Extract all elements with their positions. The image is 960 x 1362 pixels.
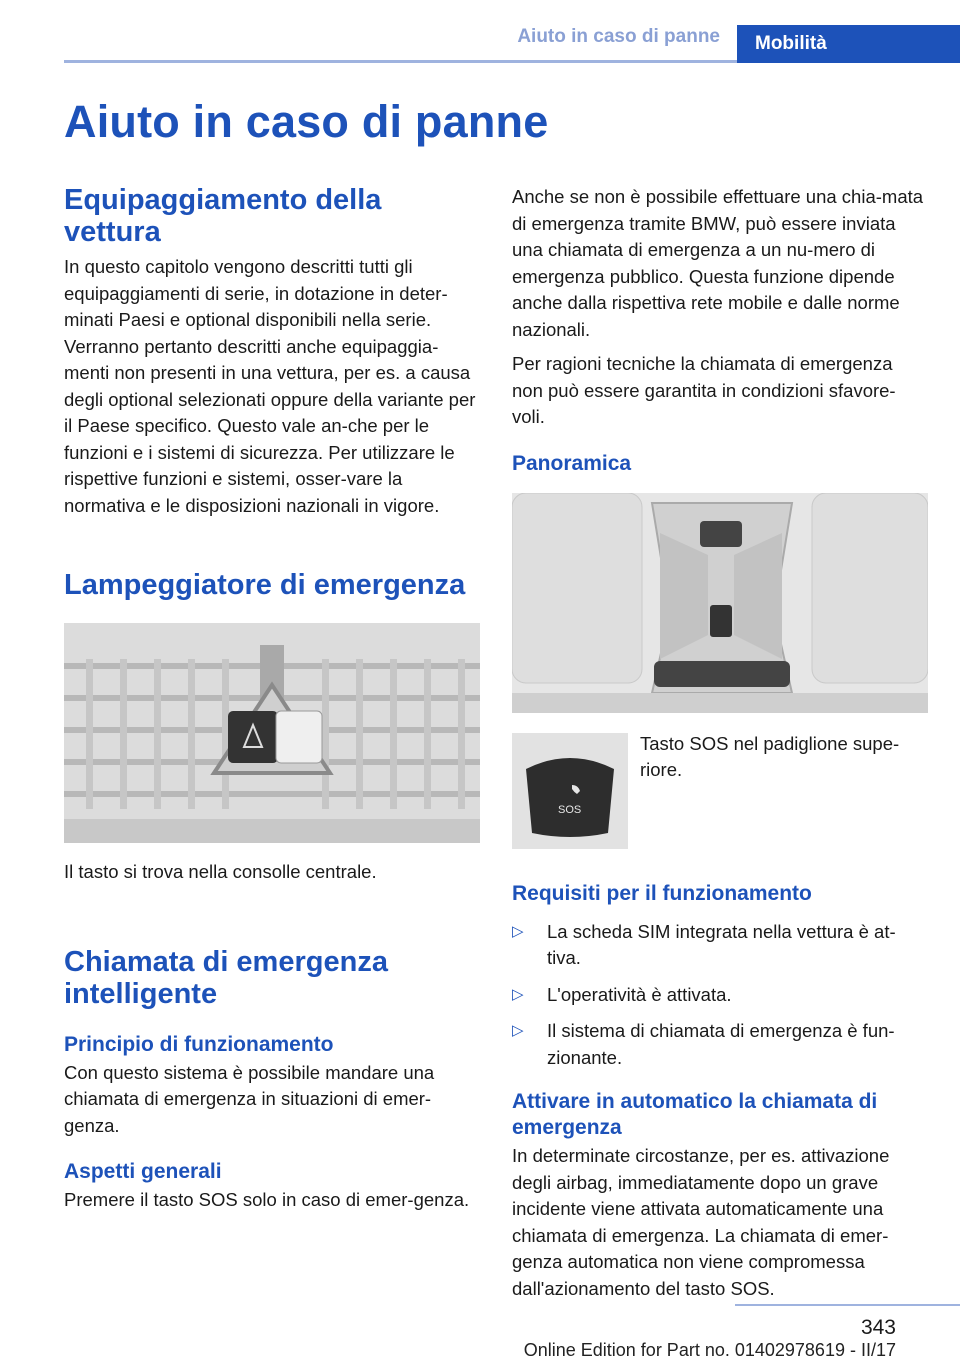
- hazard-button-image: [64, 623, 480, 843]
- page-number: 343: [860, 1316, 896, 1339]
- footer-rule: [735, 1304, 960, 1306]
- list-item: ▷ L'operatività è attivata.: [512, 982, 928, 1009]
- requirements-heading: Requisiti per il funzionamento: [512, 881, 812, 905]
- overview-heading: Panoramica: [512, 451, 632, 475]
- hazard-caption: Il tasto si trova nella consolle centrale.: [64, 861, 377, 882]
- sos-button-image: [512, 733, 628, 849]
- principle-heading: Principio di funzionamento: [64, 1032, 334, 1056]
- sos-label: SOS: [558, 803, 582, 816]
- sos-caption: Tasto SOS nel padiglione supe‐riore.: [640, 732, 900, 780]
- ecall-intro-text: Anche se non è possibile effettuare una chia‐mata di emergenza tramite BMW, può essere inviata una chiamata di emergenza a un nu‐mero di emergenza pubblico. Questa funzione dipende anche dalla rispettiva rete mobile e dalle norme nazionali.: [512, 186, 924, 340]
- triangle-bullet-icon: ▷: [512, 922, 524, 940]
- triangle-bullet-icon: ▷: [512, 1022, 524, 1039]
- triangle-bullet-icon: ▷: [512, 985, 524, 1003]
- sos-row: [512, 733, 928, 849]
- equipment-heading: Equipaggiamento della vettura: [64, 184, 382, 248]
- left-column: [64, 184, 480, 1214]
- requirements-list: [512, 919, 928, 1072]
- footer-edition: Online Edition for Part no. 01402978619 - II/17: [523, 1340, 896, 1360]
- auto-call-heading: Attivare in automatico la chiamata di emergenza: [512, 1090, 878, 1139]
- page-title: Aiuto in caso di panne: [64, 96, 549, 147]
- header-section-title: Aiuto in caso di panne: [517, 26, 720, 47]
- ecall-limitation-text: Per ragioni tecniche la chiamata di emergenza non può essere garantita in condizioni sfavore‐voli.: [512, 353, 896, 427]
- hazard-heading: Lampeggiatore di emergenza: [64, 569, 466, 601]
- general-text: Premere il tasto SOS solo in caso di emer‐genza.: [64, 1189, 470, 1210]
- list-item: ▷ Il sistema di chiamata di emergenza è fun‐zionante.: [512, 1020, 895, 1068]
- general-heading: Aspetti generali: [64, 1160, 222, 1183]
- equipment-text: In questo capitolo vengono descritti tutti gli equipaggiamenti di serie, in dotazione in deter‐minati Paesi e optional disponibili nella serie. Verranno pertanto descritti anche equipaggia‐menti non presenti in una vettura, per es. a causa degli optional selezionati oppure della variante per il Paese specifico. Questo vale an‐che per le funzioni e i sistemi di sicurezza. Per utilizzare le rispettive funzioni e sistemi, osser‐vare la normativa e le disposizioni nazionali in vigore.: [64, 256, 476, 516]
- header-chapter-tab: Mobilità: [737, 25, 960, 63]
- list-item: ▷ La scheda SIM integrata nella vettura è at‐tiva.: [512, 920, 896, 968]
- auto-call-text: In determinate circostanze, per es. attivazione degli airbag, immediatamente dopo un grave incidente viene attivata automaticamente una chiamata di emergenza. La chiamata di emer‐genza automatica non viene compromessa dall'azionamento del tasto SOS.: [512, 1145, 890, 1299]
- principle-text: Con questo sistema è possibile mandare una chiamata di emergenza in situazioni di emer‐genza.: [64, 1061, 435, 1136]
- right-column: [512, 184, 928, 1302]
- overhead-console-image: [512, 493, 928, 713]
- ecall-heading: Chiamata di emergenza intelligente: [64, 945, 388, 1010]
